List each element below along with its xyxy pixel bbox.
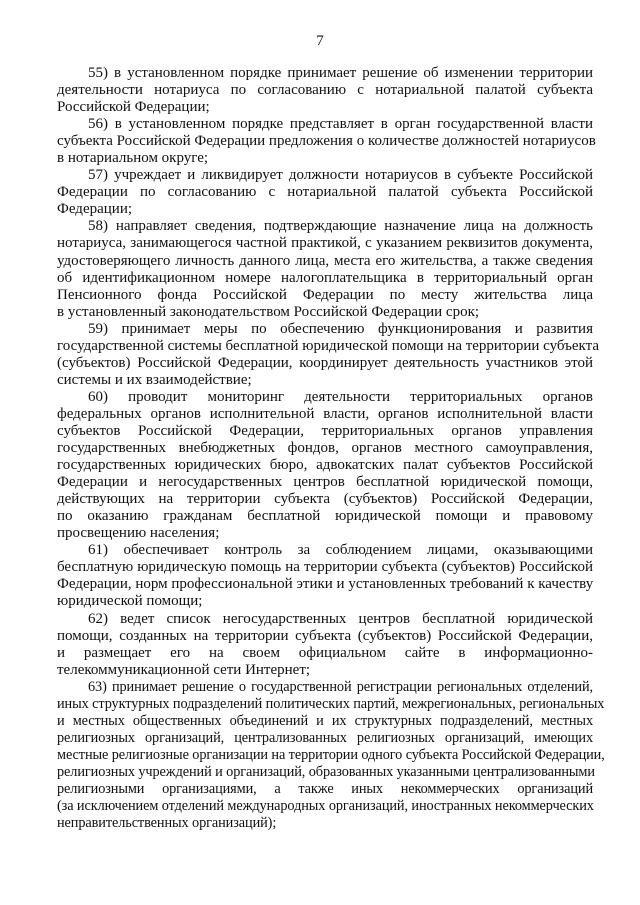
text-line: просвещению населения; [57, 525, 220, 542]
text-line: бесплатную юридическую помощь на территории субъекта (субъектов) Российской [57, 559, 593, 576]
text-line: 62) ведет список негосударственных центров бесплатной юридической [88, 610, 593, 627]
text-line: действующих на территории субъекта (субъектов) Российской Федерации, [57, 491, 593, 508]
text-line: 61) обеспечивает контроль за соблюдением лицами, оказывающими [88, 542, 593, 559]
text-line: 55) в установленном порядке принимает решение об изменении территории [88, 65, 593, 81]
text-line: религиозных организаций, централизованных религиозных организаций, имеющих [57, 729, 593, 746]
text-line: (за исключением отделений международных организаций, иностранных некоммерческих [57, 798, 594, 815]
text-line: местные религиозные организации на территории одного субъекта Российской Федерации, [57, 746, 605, 763]
text-line: и размещает его на своем официальном сайте в информационно- [57, 644, 593, 661]
page-number: 7 [316, 33, 324, 49]
text-line: нотариуса, занимающегося частной практикой, с указанием реквизитов документа, [57, 235, 593, 252]
text-line: телекоммуникационной сети Интернет; [57, 661, 311, 678]
text-line: государственной системы бесплатной юридической помощи на территории субъекта [57, 337, 600, 354]
text-line: государственных внебюджетных фондов, органов местного самоуправления, [57, 440, 593, 457]
text-line: 59) принимает меры по обеспечению функционирования и развития [88, 320, 593, 337]
paragraph-item-57 [57, 167, 593, 218]
document-body [57, 65, 605, 832]
text-line: субъекта Российской Федерации предложения о количестве должностей нотариусов [57, 133, 596, 150]
text-line: Российской Федерации; [57, 99, 210, 116]
text-line: в нотариальном округе; [57, 150, 209, 167]
text-line: 63) принимает решение о государственной регистрации региональных отделений, [88, 678, 593, 695]
text-line: религиозными организациями, а также иных некоммерческих организаций [57, 780, 593, 797]
text-line: 58) направляет сведения, подтверждающие назначение лица на должность [88, 218, 593, 235]
text-line: 60) проводит мониторинг деятельности территориальных органов [88, 388, 593, 405]
text-line: субъектов Российской Федерации, территориальных органов управления [57, 422, 593, 439]
text-line: государственных юридических бюро, адвокатских палат субъектов Российской [57, 457, 593, 474]
text-line: 57) учреждает и ликвидирует должности нотариусов в субъекте Российской [88, 167, 593, 184]
text-line: Федерации и негосударственных центров бесплатной юридической помощи, [57, 474, 593, 491]
paragraph-item-58 [57, 218, 593, 320]
paragraph-item-55 [57, 65, 593, 116]
text-line: об идентификационном номере налогоплательщика в территориальный орган [57, 269, 593, 286]
text-line: религиозных учреждений и организаций, образованных указанными централизованными [57, 763, 595, 780]
text-line: по оказанию гражданам бесплатной юридической помощи и правовому [57, 508, 593, 525]
text-line: Федерации, норм профессиональной этики и установленных требований к качеству [57, 576, 594, 593]
paragraph-item-63 [57, 678, 605, 832]
text-line: 56) в установленном порядке представляет в орган государственной власти [88, 116, 593, 133]
paragraph-item-60 [57, 389, 593, 542]
paragraph-item-59 [57, 320, 600, 389]
text-line: помощи, созданных на территории субъекта (субъектов) Российской Федерации, [57, 627, 593, 644]
paragraph-item-56 [57, 116, 596, 167]
text-line: Федерации по согласованию с нотариальной палатой субъекта Российской [57, 184, 593, 201]
text-line: в установленный законодательством Российской Федерации срок; [57, 303, 480, 320]
text-line: (субъектов) Российской Федерации, координирует деятельность участников этой [57, 354, 593, 371]
paragraph-item-61 [57, 542, 593, 610]
text-line: юридической помощи; [57, 593, 203, 610]
text-line: неправительственных организаций); [57, 815, 277, 832]
text-line: Федерации; [57, 201, 133, 218]
paragraph-item-62 [57, 611, 593, 679]
text-line: федеральных органов исполнительной власти, органов исполнительной власти [57, 405, 593, 422]
text-line: деятельности нотариуса по согласованию с нотариальной палатой субъекта [57, 82, 593, 99]
text-line: и местных общественных объединений и их структурных подразделений, местных [57, 712, 593, 729]
text-line: Пенсионного фонда Российской Федерации по месту жительства лица [57, 286, 593, 303]
text-line: удостоверяющего личность данного лица, места его жительства, а также сведения [57, 252, 593, 269]
text-line: системы и их взаимодействие; [57, 371, 252, 388]
text-line: иных структурных подразделений политических партий, межрегиональных, региональных [57, 695, 605, 712]
